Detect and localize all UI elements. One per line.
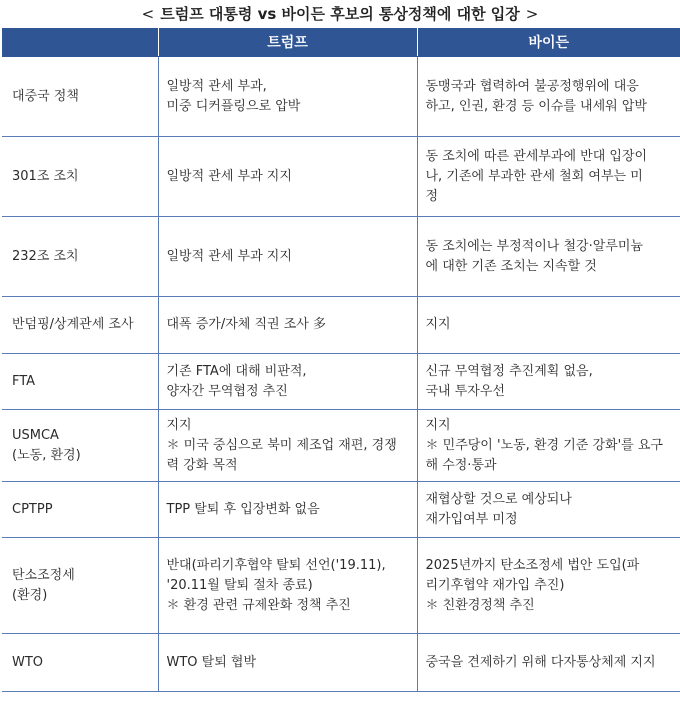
cell-line: CPTPP: [12, 501, 53, 517]
trump-cell: [158, 57, 417, 137]
row-topic: [2, 137, 158, 217]
row-topic: [2, 217, 158, 297]
cell-line: 양자간 무역협정 추진: [166, 383, 288, 399]
cell-line: 일방적 관세 부과 지지: [166, 248, 292, 264]
row-topic: [2, 634, 158, 692]
biden-cell: [417, 410, 680, 482]
title-right-bracket: >: [525, 5, 539, 23]
table-row: [2, 57, 680, 137]
cell-line: USMCA: [12, 427, 59, 443]
cell-line: ＊ 친환경정책 추진: [425, 597, 535, 613]
cell-line: 재가입여부 미정: [425, 511, 518, 527]
cell-line: 대폭 증가/자체 직권 조사 多: [166, 317, 326, 332]
row-topic: [2, 297, 158, 354]
table-row: [2, 217, 680, 297]
cell-line: 지지: [166, 417, 192, 433]
cell-line: 국내 투자우선: [425, 383, 505, 399]
cell-line: 에 대한 기존 조치는 지속할 것: [425, 258, 597, 274]
table-row: [2, 538, 680, 634]
trump-cell: [158, 538, 417, 634]
cell-line: 2025년까지 탄소조정세 법안 도입(파: [425, 557, 640, 573]
cell-line: 력 강화 목적: [166, 457, 238, 473]
cell-line: 재협상할 것으로 예상되나: [425, 491, 572, 507]
trump-cell: [158, 137, 417, 217]
cell-line: 미중 디커플링으로 압박: [166, 98, 301, 114]
cell-line: 대중국 정책: [12, 88, 79, 104]
biden-cell: [417, 538, 680, 634]
header-trump: 트럼프: [158, 28, 417, 57]
biden-cell: [417, 137, 680, 217]
table-row: [2, 137, 680, 217]
biden-cell: [417, 57, 680, 137]
table-row: [2, 410, 680, 482]
trump-cell: [158, 482, 417, 538]
table-row: [2, 297, 680, 354]
header-biden: 바이든: [417, 28, 680, 57]
trump-cell: [158, 410, 417, 482]
row-topic: [2, 57, 158, 137]
cell-line: FTA: [12, 373, 36, 389]
cell-line: ＊ 미국 중심으로 북미 제조업 재편, 경쟁: [166, 437, 397, 453]
cell-line: 탄소조정세: [12, 567, 75, 583]
cell-line: 반대(파리기후협약 탈퇴 선언('19.11),: [166, 557, 386, 573]
cell-line: 일방적 관세 부과,: [166, 78, 267, 94]
cell-line: 신규 무역협정 추진계획 없음,: [425, 363, 593, 379]
biden-cell: [417, 217, 680, 297]
policy-comparison-table: [2, 28, 680, 692]
trump-cell: [158, 297, 417, 354]
row-topic: [2, 354, 158, 410]
row-topic: [2, 410, 158, 482]
cell-line: 지지: [425, 417, 451, 433]
cell-line: 중국을 견제하기 위해 다자통상체제 지지: [425, 654, 656, 670]
trump-cell: [158, 354, 417, 410]
cell-line: 기존 FTA에 대해 비판적,: [166, 363, 307, 379]
cell-line: 301조 조치: [12, 168, 79, 184]
row-topic: [2, 538, 158, 634]
title-left-bracket: <: [141, 5, 155, 23]
table-row: [2, 634, 680, 692]
trump-cell: [158, 634, 417, 692]
trump-cell: [158, 217, 417, 297]
table-row: [2, 354, 680, 410]
cell-line: '20.11월 탈퇴 절차 종료): [166, 577, 313, 593]
cell-line: 나, 기존에 부과한 관세 철회 여부는 미: [425, 168, 643, 184]
cell-line: ＊ 환경 관련 규제완화 정책 추진: [166, 597, 351, 613]
cell-line: ＊ 민주당이 '노동, 환경 기준 강화'를 요구: [425, 437, 663, 453]
biden-cell: [417, 354, 680, 410]
cell-line: 동 조치에 따른 관세부과에 반대 입장이: [425, 148, 648, 164]
cell-line: 리기후협약 재가입 추진): [425, 577, 565, 593]
biden-cell: [417, 297, 680, 354]
cell-line: WTO 탈퇴 협박: [166, 654, 257, 670]
cell-line: 일방적 관세 부과 지지: [166, 168, 292, 184]
table-container: [2, 28, 680, 701]
cell-line: 동맹국과 협력하여 불공정행위에 대응: [425, 78, 639, 94]
page-title: [0, 0, 680, 28]
cell-line: WTO: [12, 654, 44, 670]
row-topic: [2, 482, 158, 538]
cell-line: TPP 탈퇴 후 입장변화 없음: [166, 501, 320, 517]
cell-line: 반덤핑/상계관세 조사: [12, 317, 134, 332]
cell-line: 동 조치에는 부정적이나 철강·알루미늄: [425, 238, 643, 254]
cell-line: 해 수정·통과: [425, 457, 497, 473]
header-topic: [2, 28, 158, 57]
cell-line: 하고, 인권, 환경 등 이슈를 내세워 압박: [425, 98, 647, 114]
cell-line: (노동, 환경): [12, 447, 81, 463]
biden-cell: [417, 634, 680, 692]
title-text: 트럼프 대통령 vs 바이든 후보의 통상정책에 대한 입장: [160, 5, 520, 23]
biden-cell: [417, 482, 680, 538]
cell-line: 232조 조치: [12, 248, 79, 264]
cell-line: 지지: [425, 317, 451, 332]
cell-line: (환경): [12, 587, 48, 603]
table-row: [2, 482, 680, 538]
table-header-row: [2, 28, 680, 57]
cell-line: 정: [425, 188, 439, 204]
